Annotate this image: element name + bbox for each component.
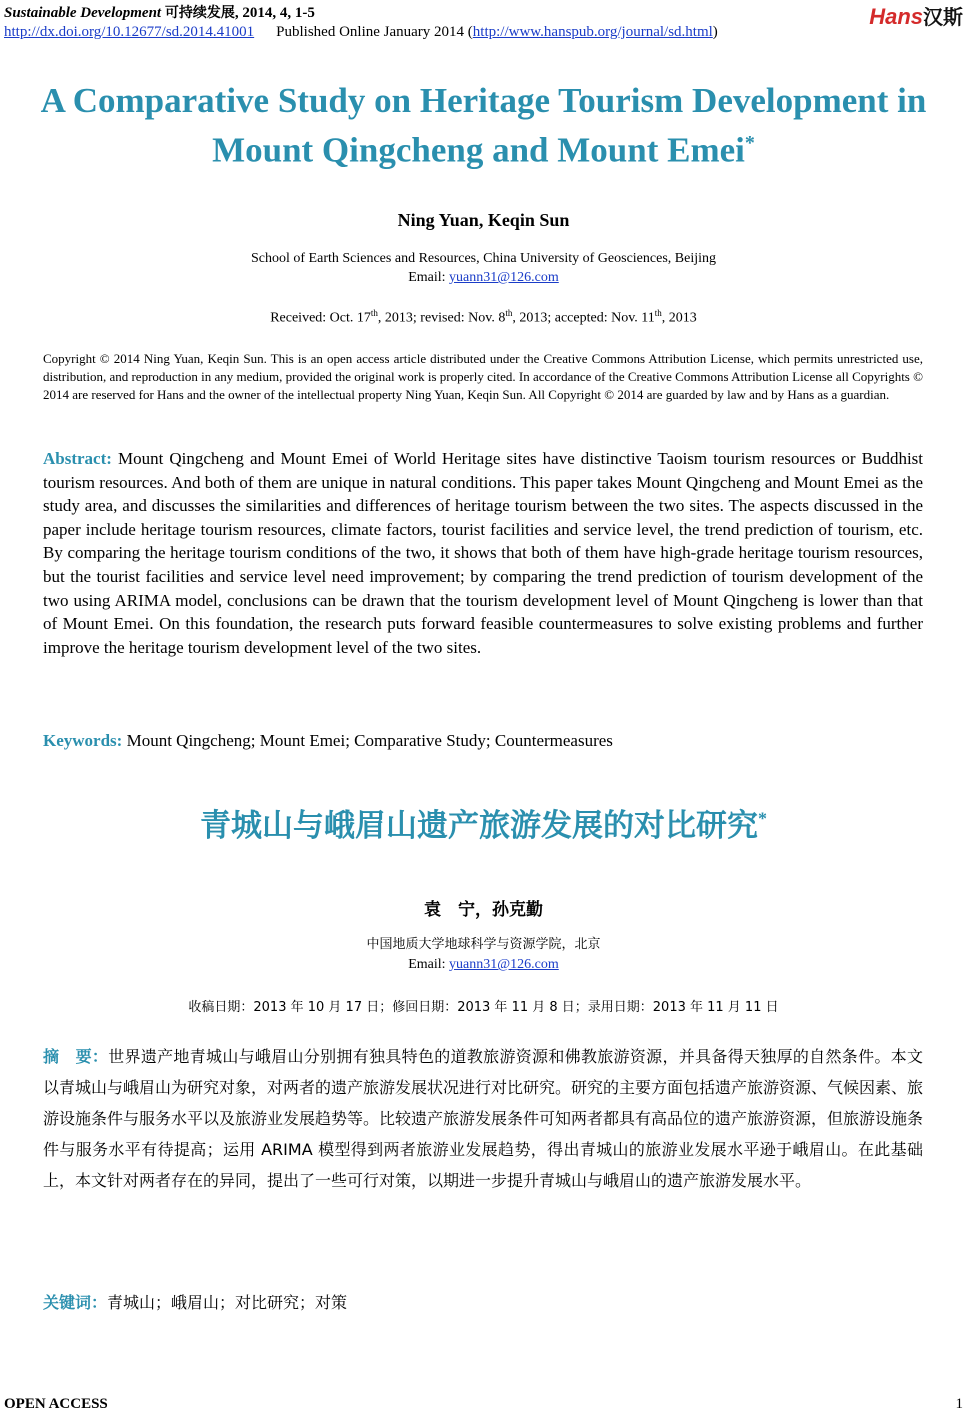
published-prefix: Published Online January 2014 (	[276, 24, 473, 40]
affiliation-en	[0, 249, 967, 287]
keywords-cn-label: 关键词：	[43, 1293, 108, 1312]
received-dates-en	[0, 308, 967, 327]
keywords-cn-text: 青城山；峨眉山；对比研究；对策	[107, 1293, 348, 1312]
journal-header	[4, 2, 315, 22]
logo-text-en: Hans	[869, 4, 923, 29]
publication-line	[4, 24, 718, 41]
email-en-link[interactable]: yuann31@126.com	[449, 270, 559, 285]
logo-text-cn: 汉斯	[923, 5, 963, 29]
publisher-logo	[869, 1, 963, 30]
keywords-cn	[43, 1290, 923, 1313]
ordinal-sup: th	[654, 308, 662, 318]
abstract-en	[43, 447, 923, 659]
keywords-en-text: Mount Qingcheng; Mount Emei; Comparative Study; Countermeasures	[126, 731, 613, 750]
open-access-label: OPEN ACCESS	[4, 1396, 108, 1412]
ordinal-sup: th	[370, 308, 378, 318]
affiliation-cn	[0, 935, 967, 975]
email-cn-link[interactable]: yuann31@126.com	[449, 957, 559, 972]
email-en-line	[0, 268, 967, 287]
journal-link[interactable]: http://www.hanspub.org/journal/sd.html	[472, 24, 713, 40]
email-cn-line	[0, 955, 967, 975]
title-en-text: A Comparative Study on Heritage Tourism Development in Mount Qingcheng and Mount Emei	[40, 81, 927, 170]
published-suffix: )	[712, 24, 718, 40]
abstract-en-label: Abstract:	[43, 449, 112, 468]
affiliation-en-text: School of Earth Sciences and Resources, China University of Geosciences, Beijing	[251, 251, 716, 266]
title-en-mark: *	[744, 132, 755, 154]
email-en-label: Email:	[408, 270, 450, 285]
keywords-en	[43, 731, 923, 751]
authors-en: Ning Yuan, Keqin Sun	[397, 210, 570, 230]
abstract-cn-label: 摘 要：	[43, 1047, 109, 1066]
abstract-en-text: Mount Qingcheng and Mount Emei of World Heritage sites have distinctive Taoism tourism resources or Buddhist tourism resources. And both of them are unique in natural conditions. This paper takes Mount Qingcheng and Mount Emei as the study area, and discusses the similarities and differences of heritage tourism between the two sites. The aspects discussed in the paper include heritage tourism resources, climate factors, tourist facilities and service level, the trend prediction of tourism, etc. By comparing the heritage tourism conditions of the two, it shows that both of them have high-grade heritage tourism resources, but the tourist facilities and service level need improvement; by comparing the trend prediction of tourism development of the two using ARIMA model, conclusions can be drawn that the tourism development level of Mount Qingcheng is lower than that of Mount Emei. On this foundation, the research puts forward feasible countermeasures to solve existing problems and further improve the heritage tourism development level of the two sites.	[43, 449, 924, 657]
abstract-cn-text: 世界遗产地青城山与峨眉山分别拥有独具特色的道教旅游资源和佛教旅游资源，并具备得天独厚的自然条件。本文以青城山与峨眉山为研究对象，对两者的遗产旅游发展状况进行对比研究。研究的主要方面包括遗产旅游资源、气候因素、旅游设施条件与服务水平以及旅游业发展趋势等。比较遗产旅游发展条件可知两者都具有高品位的遗产旅游资源，但旅游设施条件与服务水平有待提高；运用 ARIMA 模型得到两者旅游业发展趋势，得出青城山的旅游业发展水平逊于峨眉山。在此基础上，本文针对两者存在的异同，提出了一些可行对策，以期进一步提升青城山与峨眉山的遗产旅游发展水平。	[43, 1047, 924, 1190]
received-dates-cn: 收稿日期：2013 年 10 月 17 日；修回日期：2013 年 11 月 8 日；录用日期：2013 年 11 月 11 日	[188, 1000, 779, 1015]
doi-link[interactable]: http://dx.doi.org/10.12677/sd.2014.41001	[4, 24, 255, 40]
title-cn-text: 青城山与峨眉山遗产旅游发展的对比研究	[200, 808, 758, 844]
volume-info: , 2014, 4, 1-5	[234, 5, 315, 21]
article-title-cn	[0, 800, 967, 845]
article-title-en	[30, 80, 937, 172]
revised-text: , 2013; revised: Nov. 8	[377, 310, 506, 326]
ordinal-sup: th	[505, 308, 513, 318]
abstract-cn	[43, 1041, 923, 1196]
email-cn-label: Email:	[408, 957, 450, 972]
title-cn-mark: *	[758, 808, 767, 829]
accepted-text: , 2013; accepted: Nov. 11	[512, 310, 655, 326]
journal-name-cn: 可持续发展	[164, 5, 235, 21]
received-text: Received: Oct. 17	[270, 310, 371, 326]
authors-cn: 袁 宁，孙克勤	[424, 900, 543, 920]
copyright-notice: Copyright © 2014 Ning Yuan, Keqin Sun. This is an open access article distributed under the Creative Commons Attribution License, which permits unrestricted use, distribution, and reproduction in any medium, provided the original work is properly cited. In accordance of the Creative Commons Attribution License all Copyrights © 2014 are reserved for Hans and the owner of the intellectual property Ning Yuan, Keqin Sun. All Copyright © 2014 are guarded by law and by Hans as a guardian.	[43, 351, 923, 402]
affiliation-cn-text: 中国地质大学地球科学与资源学院，北京	[366, 937, 601, 952]
year-text: , 2013	[661, 310, 697, 326]
keywords-en-label: Keywords:	[43, 731, 123, 750]
page-number: 1	[955, 1396, 963, 1412]
journal-name-en: Sustainable Development	[4, 5, 162, 21]
